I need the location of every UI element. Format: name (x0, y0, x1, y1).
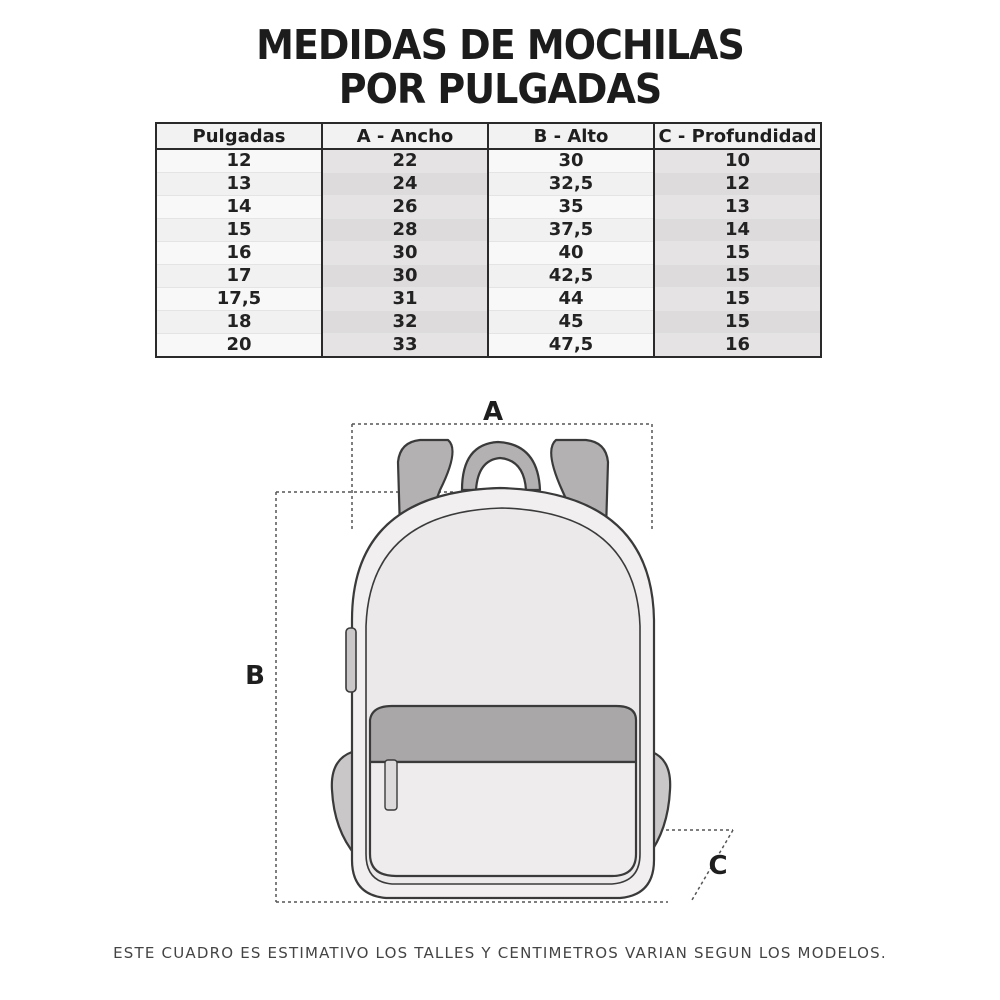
cell-profundidad: 15 (654, 265, 821, 288)
cell-pulgadas: 15 (156, 219, 322, 242)
cell-pulgadas: 12 (156, 149, 322, 173)
cell-pulgadas: 17 (156, 265, 322, 288)
cell-profundidad: 10 (654, 149, 821, 173)
cell-profundidad: 15 (654, 288, 821, 311)
cell-ancho: 28 (322, 219, 488, 242)
cell-profundidad: 13 (654, 196, 821, 219)
disclaimer-note: ESTE CUADRO ES ESTIMATIVO LOS TALLES Y CENTIMETROS VARIAN SEGUN LOS MODELOS. (113, 944, 887, 962)
cell-ancho: 33 (322, 334, 488, 358)
cell-ancho: 22 (322, 149, 488, 173)
depth-label: C (708, 851, 728, 881)
cell-alto: 44 (488, 288, 654, 311)
table-row (156, 288, 821, 311)
cell-pulgadas: 20 (156, 334, 322, 358)
cell-profundidad: 12 (654, 173, 821, 196)
front-pocket-body (370, 762, 636, 876)
cell-pulgadas: 18 (156, 311, 322, 334)
zipper-pull (346, 628, 356, 692)
front-pocket-flap (370, 706, 636, 762)
cell-ancho: 24 (322, 173, 488, 196)
cell-profundidad: 16 (654, 334, 821, 358)
pocket-zipper-tab (385, 760, 397, 810)
header-alto: B - Alto (488, 123, 654, 149)
backpack-illustration (332, 440, 670, 898)
cell-alto: 30 (488, 149, 654, 173)
backpack-dimension-diagram (0, 380, 1000, 930)
cell-profundidad: 15 (654, 242, 821, 265)
page-title-line-2: POR PULGADAS (338, 65, 662, 113)
table-row (156, 149, 821, 173)
cell-ancho: 30 (322, 242, 488, 265)
cell-pulgadas: 13 (156, 173, 322, 196)
cell-ancho: 32 (322, 311, 488, 334)
cell-alto: 45 (488, 311, 654, 334)
cell-alto: 47,5 (488, 334, 654, 358)
handle-shape (462, 442, 540, 490)
header-pulgadas: Pulgadas (156, 123, 322, 149)
cell-pulgadas: 16 (156, 242, 322, 265)
cell-alto: 35 (488, 196, 654, 219)
cell-alto: 32,5 (488, 173, 654, 196)
table-header-row (156, 123, 821, 149)
header-profundidad: C - Profundidad (654, 123, 821, 149)
cell-profundidad: 14 (654, 219, 821, 242)
table-row (156, 173, 821, 196)
cell-alto: 37,5 (488, 219, 654, 242)
cell-ancho: 31 (322, 288, 488, 311)
cell-profundidad: 15 (654, 311, 821, 334)
cell-alto: 42,5 (488, 265, 654, 288)
cell-ancho: 30 (322, 265, 488, 288)
page-title-line-1: MEDIDAS DE MOCHILAS (256, 21, 744, 69)
table-row (156, 242, 821, 265)
cell-pulgadas: 14 (156, 196, 322, 219)
table-row (156, 196, 821, 219)
table-row (156, 311, 821, 334)
table-row (156, 265, 821, 288)
cell-alto: 40 (488, 242, 654, 265)
cell-pulgadas: 17,5 (156, 288, 322, 311)
size-table (155, 122, 822, 358)
table-row (156, 334, 821, 358)
table-row (156, 219, 821, 242)
width-label: A (482, 397, 504, 427)
header-ancho: A - Ancho (322, 123, 488, 149)
cell-ancho: 26 (322, 196, 488, 219)
height-label: B (245, 661, 265, 691)
